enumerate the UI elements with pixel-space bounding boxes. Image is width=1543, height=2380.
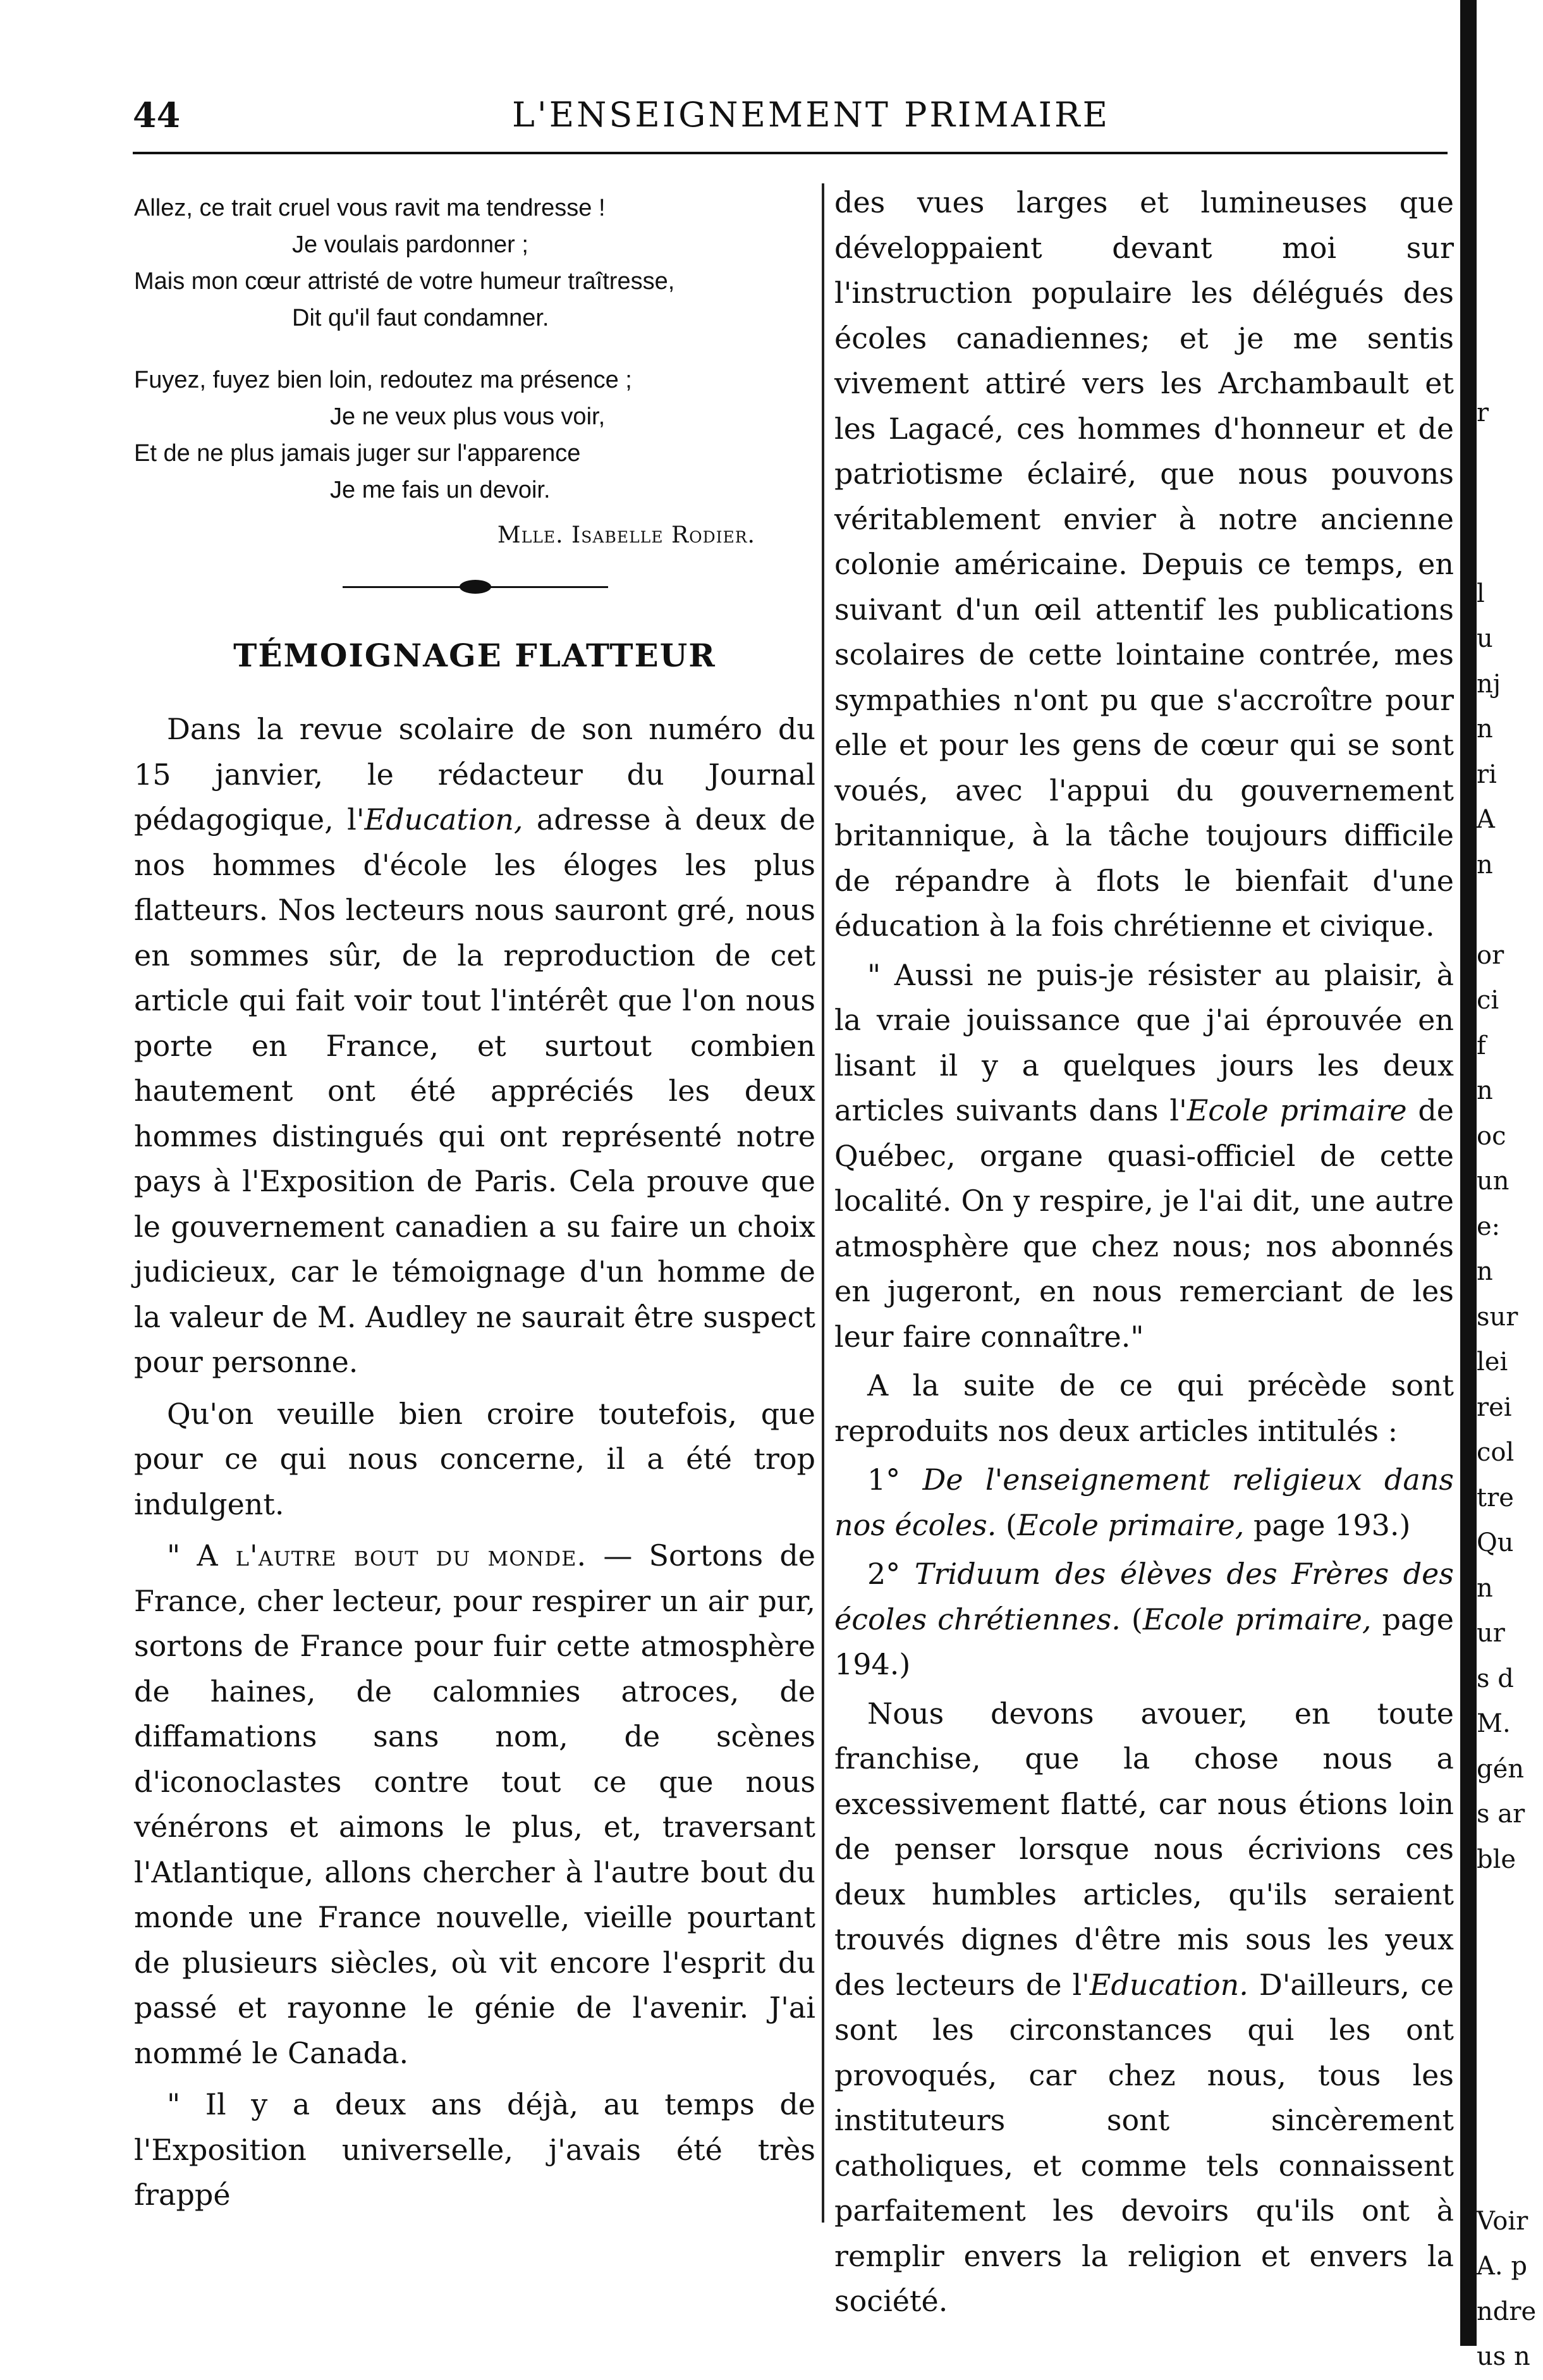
margin-fragment: or (1477, 940, 1504, 970)
margin-fragment: rei (1477, 1392, 1512, 1422)
margin-fragment: n (1477, 1573, 1493, 1603)
margin-fragment: u (1477, 624, 1493, 653)
paragraph: A la suite de ce qui précède sont reproduits nos deux articles intitulés : (834, 1368, 1454, 1448)
poem-line: Dit qu'il faut condamner. (292, 305, 549, 331)
margin-fragment (1477, 2018, 1543, 2064)
margin-fragment (1477, 164, 1543, 210)
margin-fragment: n (1477, 850, 1493, 880)
margin-fragment: f (1477, 1031, 1486, 1060)
poem-signature: Mlle. Isabelle Rodier. (497, 522, 755, 548)
adjacent-page-margin (1477, 164, 1543, 2371)
margin-fragment (1477, 300, 1543, 346)
poem (134, 190, 815, 508)
margin-fragment: lei (1477, 1347, 1508, 1377)
margin-fragment: n (1477, 1076, 1493, 1105)
paragraph: " Il y a deux ans déjà, au temps de l'Exposition universelle, j'avais été très frappé (134, 2087, 815, 2212)
margin-fragment: s d (1477, 1664, 1514, 1693)
margin-fragment (1477, 888, 1543, 933)
margin-fragment: nj (1477, 669, 1501, 699)
margin-fragment (1477, 2109, 1543, 2154)
margin-fragment: A (1477, 805, 1495, 834)
margin-fragment: Qu (1477, 1528, 1514, 1557)
margin-fragment: sur (1477, 1302, 1518, 1332)
list-item: 1° De l'enseignement religieux dans nos écoles. (Ecole primaire, page 193.) (834, 1463, 1455, 1542)
left-column (134, 190, 815, 2218)
margin-fragment: gén (1477, 1754, 1525, 1784)
margin-fragment (1477, 436, 1543, 481)
poem-line: Je ne veux plus vous voir, (330, 403, 606, 430)
list-item: 2° Triduum des élèves des Frères des écoles chrétiennes. (Ecole primaire, page 194.) (834, 1557, 1455, 1681)
margin-fragment: ur (1477, 1619, 1505, 1648)
poem-line: Je voulais pardonner ; (292, 231, 528, 258)
margin-fragment: M. (1477, 1709, 1511, 1738)
margin-fragment: un (1477, 1167, 1509, 1196)
margin-fragment (1477, 481, 1543, 527)
margin-fragment: ndre (1477, 2297, 1537, 2326)
poem-line: Mais mon cœur attristé de votre humeur traîtresse, (134, 268, 675, 295)
margin-fragment: n (1477, 1257, 1493, 1286)
margin-fragment: n (1477, 715, 1493, 744)
margin-fragment: us n (1477, 2342, 1530, 2371)
section-ornament (134, 561, 815, 611)
margin-fragment (1477, 2154, 1543, 2199)
paragraph: Nous devons avouer, en toute franchise, que la chose nous a excessivement flatté, car nous étions loin de penser lorsque nous écrivions ces deux humbles articles, qu'ils seraient trouvés dignes d'être mis sous les yeux des lecteurs de l'Education. D'ailleurs, ce sont les circonstances qui les ont provoqués, car chez nous, tous les instituteurs sont sincèrement catholiques, et comme tels connaissent parfaitement les devoirs qu'ils ont à remplir envers la religion et envers la société. (834, 1696, 1455, 2318)
margin-fragment (1477, 210, 1543, 255)
poem-line: Fuyez, fuyez bien loin, redoutez ma présence ; (134, 367, 632, 393)
margin-fragment: e: (1477, 1211, 1501, 1241)
margin-fragment (1477, 1973, 1543, 2018)
paragraph: des vues larges et lumineuses que développaient devant moi sur l'instruction populaire les délégués des écoles canadiennes; et je me sentis vivement attiré vers les Archambault et les Lagacé, ces hommes d'honneur et de patriotisme éclairé, que nous pouvons véritablement envier à notre ancienne colonie américaine. Depuis ce temps, en suivant d'un œil attentif les publications scolaires de cette lointaine contrée, mes sympathies n'ont pu que s'accroître pour elle et pour les gens de cœur qui se sont voués, avec l'appui du gouvernement britannique, à la tâche toujours difficile de répandre à flots le bienfait d'une éducation à la fois chrétienne et civique. (834, 185, 1454, 943)
margin-fragment (1477, 1928, 1543, 1973)
header-rule (133, 152, 1448, 154)
margin-fragment (1477, 526, 1543, 572)
margin-fragment: r (1477, 398, 1489, 427)
margin-fragment (1477, 345, 1543, 391)
margin-fragment: oc (1477, 1121, 1506, 1151)
margin-fragment: ri (1477, 759, 1497, 789)
margin-fragment: col (1477, 1438, 1515, 1467)
margin-fragment (1477, 1882, 1543, 1928)
poem-line: Et de ne plus jamais juger sur l'apparence (134, 440, 581, 467)
binding-gutter (1460, 0, 1477, 2346)
margin-fragment: ci (1477, 986, 1499, 1015)
margin-fragment: l (1477, 579, 1485, 608)
margin-fragment: A. p (1477, 2252, 1527, 2281)
article-title: TÉMOIGNAGE FLATTEUR (233, 637, 716, 674)
margin-fragment: ble (1477, 1844, 1516, 1874)
poem-line: Je me fais un devoir. (330, 477, 551, 503)
paragraph: Dans la revue scolaire de son numéro du 15 janvier, le rédacteur du Journal pédagogique, l'Education, adresse à deux de nos hommes d'école les éloges les plus flatteurs. Nos lecteurs nous sauront gré, nous en sommes sûr, de la reproduction de cet article qui fait voir tout l'intérêt que l'on nous porte en France, et surtout combien hautement ont été appréciés les deux hommes distingués qui ont représenté notre pays à l'Exposition de Paris. Cela prouve que le gouvernement canadien a su faire un choix judicieux, car le témoignage d'un homme de la valeur de M. Audley ne saurait être suspect pour personne. (134, 712, 815, 1379)
margin-fragment (1477, 255, 1543, 300)
running-header (133, 95, 1448, 152)
margin-fragment: tre (1477, 1483, 1514, 1512)
paragraph: " Aussi ne puis-je résister au plaisir, à la vraie jouissance que j'ai éprouvée en lisant il y a quelques jours les deux articles suivants dans l'Ecole primaire de Québec, organe quasi-officiel de cette localité. On y respire, je l'ai dit, une autre atmosphère que chez nous; nos abonnés en jugeront, en nous remerciant de les leur faire connaître." (834, 957, 1454, 1354)
column-separator (822, 183, 824, 2223)
margin-fragment: Voir (1477, 2206, 1528, 2236)
journal-title: L'ENSEIGNEMENT PRIMAIRE (512, 95, 1111, 135)
right-column (834, 180, 1454, 2324)
paragraph: " A l'autre bout du monde. — Sortons de France, cher lecteur, pour respirer un air pur, sortons de France pour fuir cette atmosphère de haines, de calomnies atroces, de diffamations sans nom, de scènes d'iconoclastes contre tout ce que nous vénérons et aimons le plus, et, traversant l'Atlantique, allons chercher à l'autre bout du monde une France nouvelle, vieille pourtant de plusieurs siècles, où vit encore l'esprit du passé et rayonne le génie de l'avenir. J'ai nommé le Canada. (134, 1538, 815, 2070)
margin-fragment (1477, 2063, 1543, 2109)
paragraph: Qu'on veuille bien croire toutefois, que pour ce qui nous concerne, il a été trop indulgent. (134, 1396, 815, 1521)
margin-fragment: s ar (1477, 1800, 1525, 1829)
page-number: 44 (133, 95, 181, 135)
article-body (134, 707, 815, 2218)
poem-line: Allez, ce trait cruel vous ravit ma tendresse ! (134, 195, 606, 221)
